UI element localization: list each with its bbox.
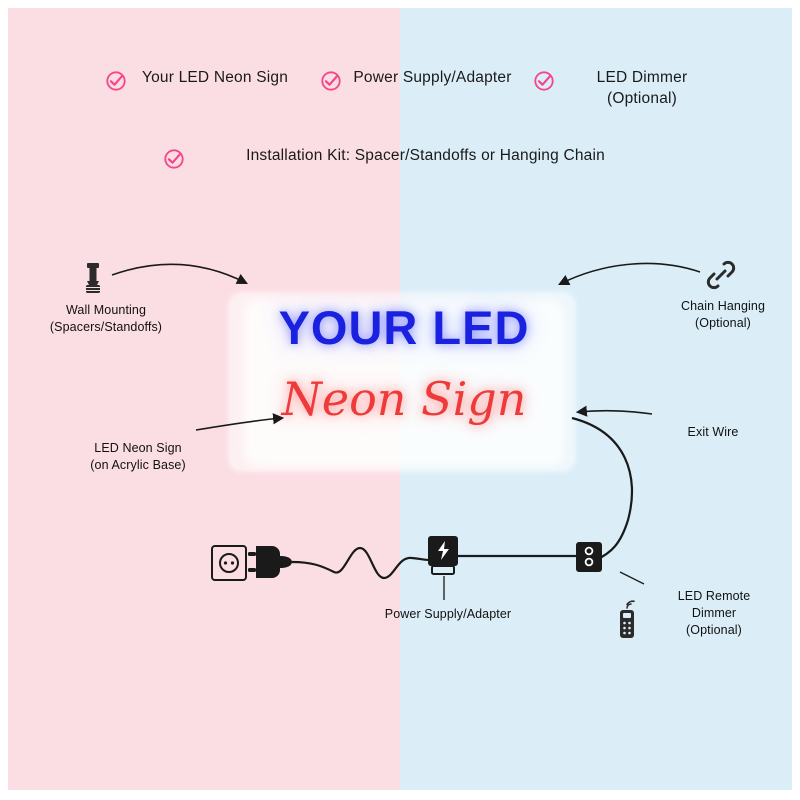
exit-wire-cable xyxy=(572,418,632,558)
checklist-item-label: Power Supply/Adapter xyxy=(353,69,512,86)
arrow-exit-wire xyxy=(578,411,652,414)
neon-sign-line-1: YOUR LED xyxy=(278,301,530,354)
neon-sign-line-2: Neon Sign xyxy=(281,372,527,426)
leader-remote-dimmer xyxy=(620,572,644,584)
frame-edge-bottom xyxy=(0,790,800,800)
wall-socket-icon xyxy=(212,546,246,580)
power-plug-icon xyxy=(248,546,292,578)
checklist-item-label: Your LED Neon Sign xyxy=(141,69,289,86)
checklist-item-label: Installation Kit: Spacer/Standoffs or Hanging Chain xyxy=(246,147,605,164)
callout-led-neon-sign-line2: (on Acrylic Base) xyxy=(90,457,186,472)
callout-led-remote-dimmer-line3: (Optional) xyxy=(686,622,742,637)
frame-edge-top xyxy=(0,0,800,8)
callout-wall-mounting-line2: (Spacers/Standoffs) xyxy=(49,319,163,334)
frame-edge-left xyxy=(0,0,8,800)
power-cable-squiggle xyxy=(292,548,430,578)
callout-led-remote-dimmer-line2: Dimmer xyxy=(691,605,737,620)
checklist-item-label: LED Dimmer (Optional) xyxy=(596,69,688,107)
callout-exit-wire-text: Exit Wire xyxy=(687,425,739,439)
power-adapter-icon xyxy=(428,536,458,574)
inline-dimmer-icon xyxy=(576,542,602,572)
callout-power-supply-text: Power Supply/Adapter xyxy=(384,607,512,621)
arrow-wall-mounting xyxy=(112,264,246,283)
callout-chain-hanging-line2: (Optional) xyxy=(695,315,751,330)
callout-led-neon-sign-line1: LED Neon Sign xyxy=(94,441,182,455)
callout-wall-mounting-line1: Wall Mounting xyxy=(65,303,147,317)
arrow-led-neon-sign xyxy=(196,418,282,430)
callout-chain-hanging-line1: Chain Hanging xyxy=(681,299,765,313)
callout-led-remote-dimmer-line1: LED Remote xyxy=(677,589,751,603)
frame-edge-right xyxy=(792,0,800,800)
arrow-chain-hanging xyxy=(560,263,700,284)
